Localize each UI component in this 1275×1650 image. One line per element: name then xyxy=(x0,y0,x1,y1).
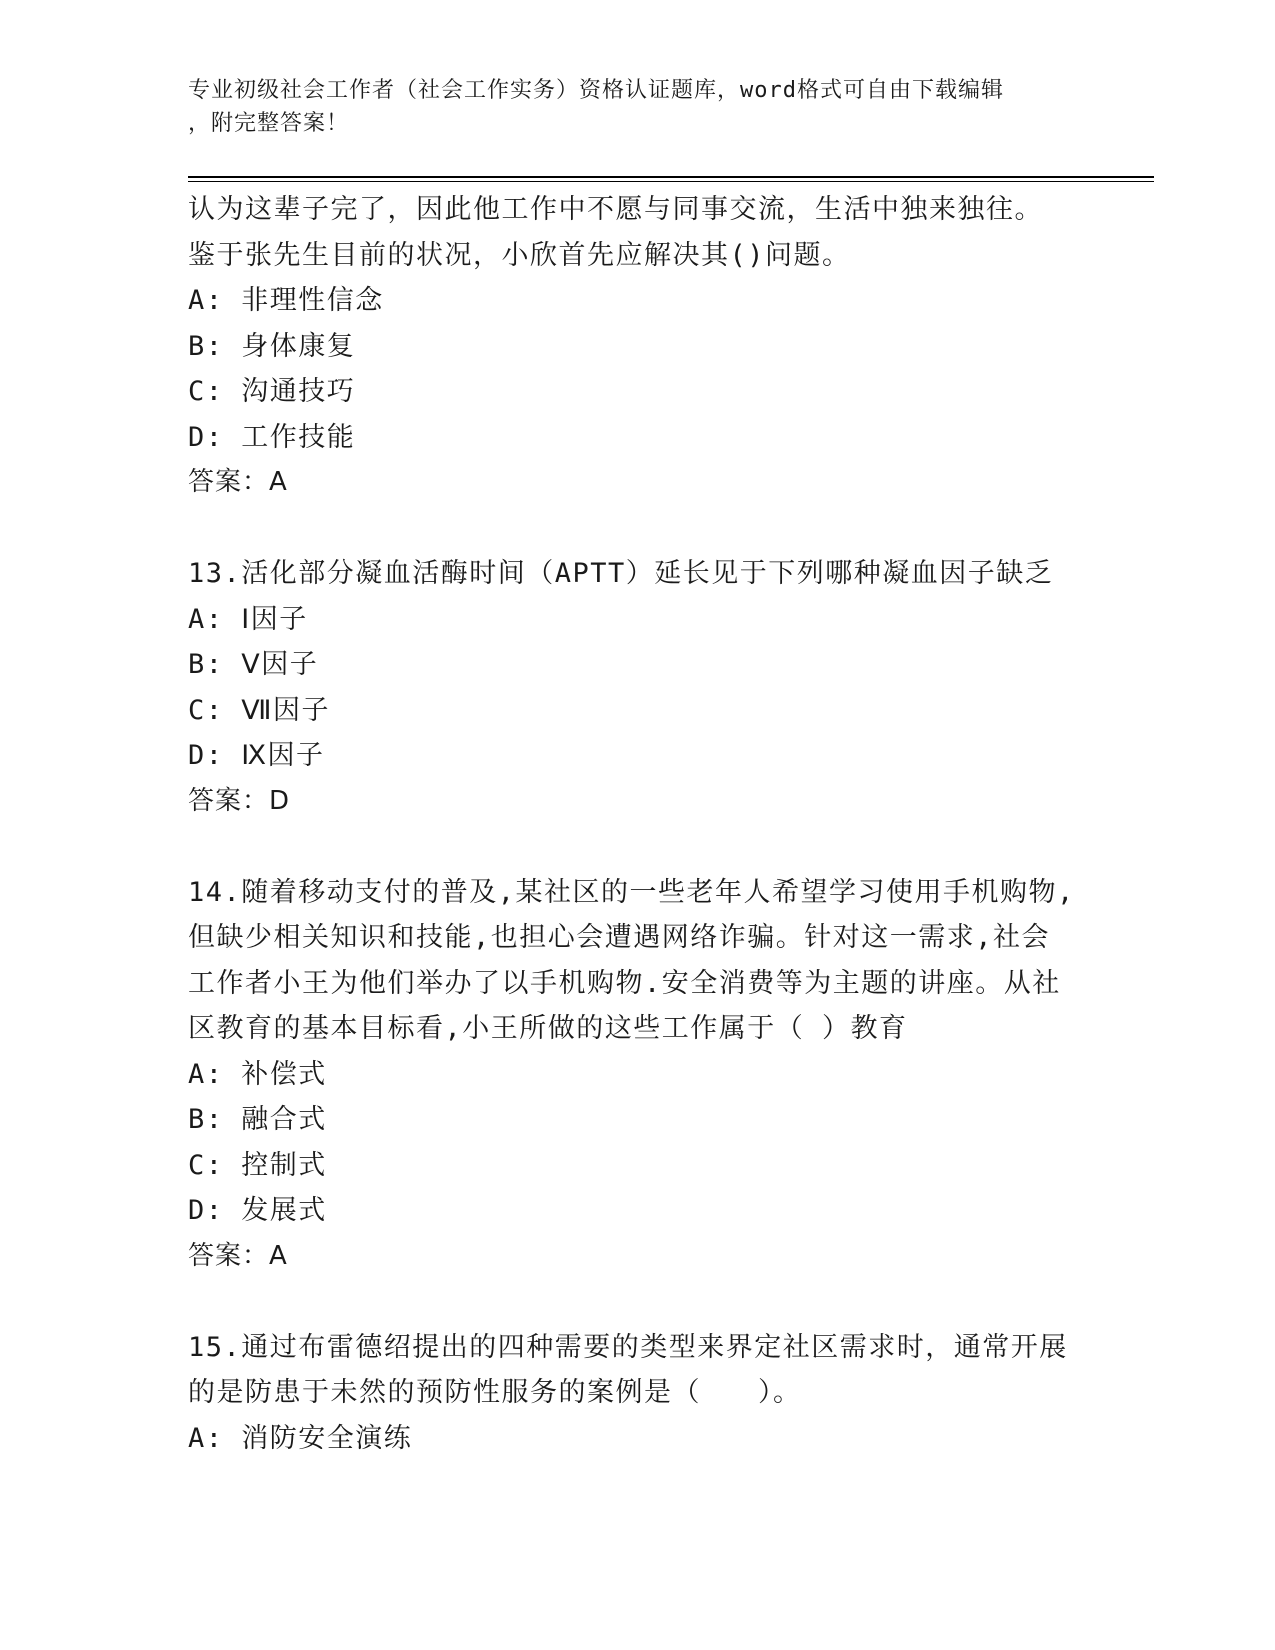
answer-line: 答案：A xyxy=(188,1240,288,1271)
question-stem-line: 鉴于张先生目前的状况，小欣首先应解决其()问题。 xyxy=(188,239,851,271)
header-title-line-1: 专业初级社会工作者（社会工作实务）资格认证题库，word格式可自由下载编辑 xyxy=(188,78,1004,103)
answer-line: 答案：D xyxy=(188,785,291,816)
option-a: A: 消防安全演练 xyxy=(188,1422,413,1454)
option-b: B: 身体康复 xyxy=(188,330,356,362)
question-stem-line: 13.活化部分凝血活酶时间（APTT）延长见于下列哪种凝血因子缺乏 xyxy=(188,558,1054,589)
question-stem-line: 工作者小王为他们举办了以手机购物.安全消费等为主题的讲座。从社 xyxy=(188,967,1061,999)
document-header xyxy=(188,74,1068,140)
option-d: D: Ⅸ因子 xyxy=(188,740,325,771)
option-a: A: Ⅰ因子 xyxy=(188,603,308,635)
option-a: A: 补偿式 xyxy=(188,1058,327,1090)
option-b: B: 融合式 xyxy=(188,1104,327,1135)
question-stem-line: 14.随着移动支付的普及,某社区的一些老年人希望学习使用手机购物, xyxy=(188,876,1075,908)
option-d: D: 工作技能 xyxy=(188,421,356,453)
option-d: D: 发展式 xyxy=(188,1195,327,1226)
question-stem-line: 区教育的基本目标看,小王所做的这些工作属于（ ）教育 xyxy=(188,1013,908,1044)
option-a: A: 非理性信念 xyxy=(188,285,384,316)
question-stem-line: 15.通过布雷德绍提出的四种需要的类型来界定社区需求时，通常开展 xyxy=(188,1331,1068,1363)
spacer xyxy=(188,506,1088,552)
option-c: C: Ⅶ因子 xyxy=(188,694,330,726)
question-14 xyxy=(188,870,1088,1280)
question-12 xyxy=(188,187,1088,506)
question-stem-line: 认为这辈子完了，因此他工作中不愿与同事交流，生活中独来独往。 xyxy=(188,194,1043,225)
question-15 xyxy=(188,1325,1088,1462)
option-b: B: Ⅴ因子 xyxy=(188,649,319,680)
spacer xyxy=(188,1279,1088,1325)
question-13 xyxy=(188,551,1088,824)
header-title-line-2: ，附完整答案！ xyxy=(188,111,350,136)
spacer xyxy=(188,824,1088,870)
option-c: C: 沟通技巧 xyxy=(188,376,356,407)
question-stem-line: 但缺少相关知识和技能,也担心会遭遇网络诈骗。针对这一需求,社会 xyxy=(188,922,1051,953)
question-list xyxy=(188,187,1088,1461)
answer-line: 答案：A xyxy=(188,467,288,497)
option-c: C: 控制式 xyxy=(188,1149,327,1181)
header-divider xyxy=(188,176,1154,182)
question-stem-line: 的是防患于未然的预防性服务的案例是（ ）。 xyxy=(188,1377,802,1408)
